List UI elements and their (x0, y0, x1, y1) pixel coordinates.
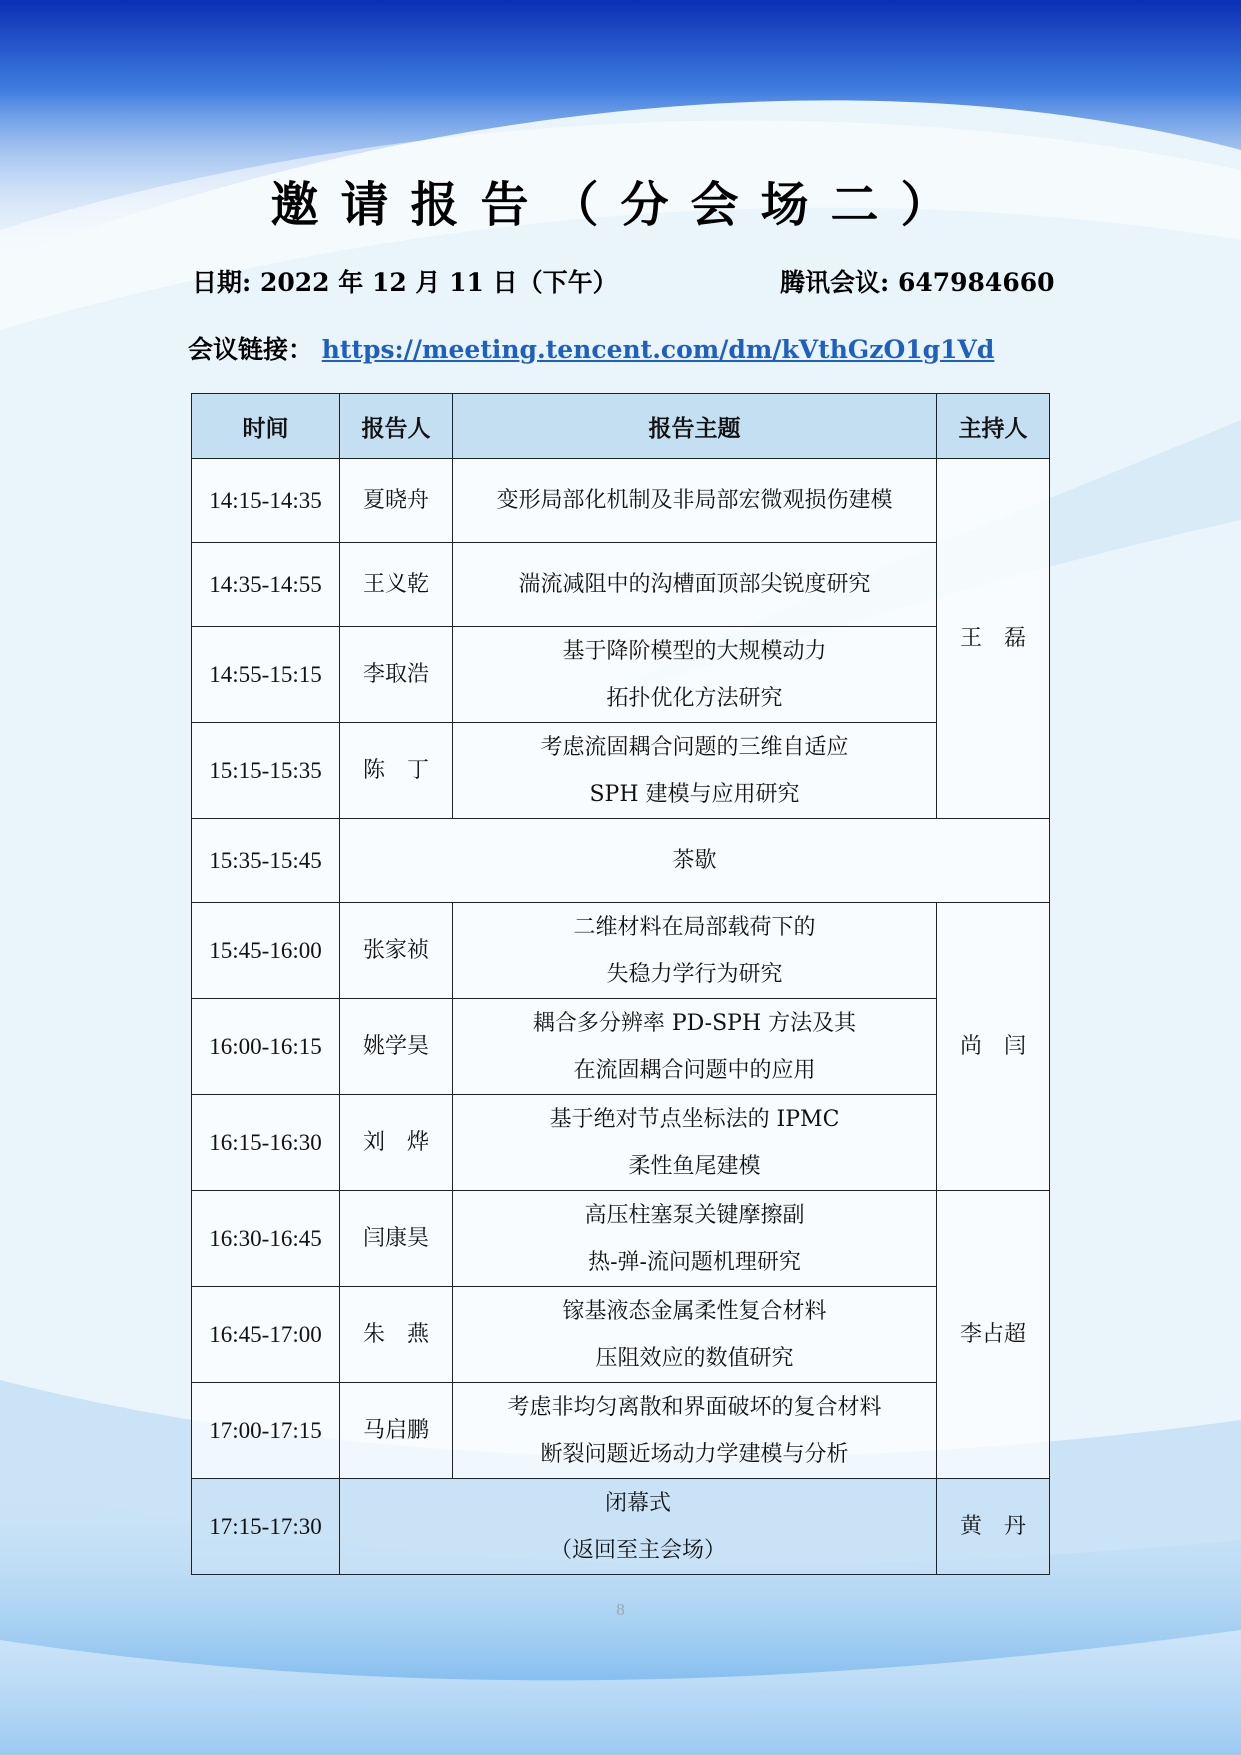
page-title: 邀请报告（分会场二） (270, 177, 971, 233)
meeting-label: 腾讯会议: (780, 268, 890, 297)
topic-cell (453, 1383, 937, 1479)
topic-line: 考虑流固耦合问题的三维自适应 (540, 734, 849, 760)
topic-line: SPH 建模与应用研究 (589, 781, 800, 807)
header-time: 时间 (192, 394, 340, 459)
topic-line: 断裂问题近场动力学建模与分析 (540, 1441, 849, 1467)
topic-line: 柔性鱼尾建模 (628, 1153, 761, 1179)
speaker-cell: 朱 燕 (340, 1287, 453, 1383)
closing-line: （返回至主会场） (549, 1537, 726, 1563)
page-number: 8 (616, 1600, 625, 1619)
table-row (192, 1383, 1050, 1479)
header-host: 主持人 (937, 394, 1050, 459)
host-cell: 黄 丹 (937, 1479, 1050, 1575)
header-speaker: 报告人 (340, 394, 453, 459)
time-cell: 16:30-16:45 (192, 1191, 340, 1287)
date-value: 2022 年 12 月 11 日（下午） (259, 268, 618, 297)
table-row (192, 543, 1050, 627)
break-row (192, 819, 1050, 903)
time-cell: 15:35-15:45 (192, 819, 340, 903)
topic-cell (453, 543, 937, 627)
time-cell: 16:00-16:15 (192, 999, 340, 1095)
topic-line: 考虑非均匀离散和界面破坏的复合材料 (507, 1394, 882, 1420)
topic-line: 镓基液态金属柔性复合材料 (562, 1298, 827, 1324)
topic-cell (453, 1095, 937, 1191)
table-row (192, 459, 1050, 543)
topic-line: 变形局部化机制及非局部宏微观损伤建模 (496, 488, 893, 513)
closing-cell (340, 1479, 937, 1575)
table-row (192, 1287, 1050, 1383)
speaker-cell: 张家祯 (340, 903, 453, 999)
speaker-cell: 陈 丁 (340, 723, 453, 819)
speaker-cell: 李取浩 (340, 627, 453, 723)
time-cell: 14:35-14:55 (192, 543, 340, 627)
time-cell: 14:15-14:35 (192, 459, 340, 543)
time-cell: 16:15-16:30 (192, 1095, 340, 1191)
topic-line: 耦合多分辨率 PD-SPH 方法及其 (532, 1010, 857, 1036)
link-label: 会议链接： (188, 335, 314, 364)
topic-cell (453, 627, 937, 723)
topic-cell (453, 1287, 937, 1383)
table-row (192, 903, 1050, 999)
time-cell: 17:00-17:15 (192, 1383, 340, 1479)
closing-line: 闭幕式 (604, 1490, 671, 1516)
meeting-link[interactable]: https://meeting.tencent.com/dm/kVthGzO1g1Vd (321, 335, 995, 364)
topic-cell (453, 999, 937, 1095)
host-cell: 尚 闫 (937, 903, 1050, 1191)
topic-cell (453, 903, 937, 999)
speaker-cell: 马启鹏 (340, 1383, 453, 1479)
table-row (192, 999, 1050, 1095)
closing-row (192, 1479, 1050, 1575)
table-row (192, 723, 1050, 819)
topic-line: 高压柱塞泵关键摩擦副 (584, 1202, 805, 1228)
topic-cell (453, 459, 937, 543)
topic-line: 在流固耦合问题中的应用 (573, 1057, 816, 1083)
speaker-cell: 王义乾 (340, 543, 453, 627)
time-cell: 15:15-15:35 (192, 723, 340, 819)
time-cell: 16:45-17:00 (192, 1287, 340, 1383)
break-cell: 茶歇 (340, 819, 1050, 903)
topic-cell (453, 723, 937, 819)
topic-line: 失稳力学行为研究 (606, 961, 783, 987)
table-row (192, 627, 1050, 723)
topic-line: 基于降阶模型的大规模动力 (562, 638, 827, 664)
topic-line: 压阻效应的数值研究 (595, 1345, 794, 1371)
time-cell: 14:55-15:15 (192, 627, 340, 723)
topic-line: 二维材料在局部载荷下的 (573, 914, 816, 940)
topic-line: 拓扑优化方法研究 (606, 685, 783, 711)
meeting-id: 647984660 (897, 268, 1055, 297)
topic-line: 热-弹-流问题机理研究 (588, 1249, 801, 1275)
speaker-cell: 姚学昊 (340, 999, 453, 1095)
host-cell: 王 磊 (937, 459, 1050, 819)
host-cell: 李占超 (937, 1191, 1050, 1479)
table-row (192, 1191, 1050, 1287)
schedule-table (191, 393, 1050, 1575)
time-cell: 15:45-16:00 (192, 903, 340, 999)
table-header-row (192, 394, 1050, 459)
date-label: 日期: (192, 268, 252, 297)
topic-line: 湍流减阻中的沟槽面顶部尖锐度研究 (518, 572, 871, 597)
time-cell: 17:15-17:30 (192, 1479, 340, 1575)
speaker-cell: 闫康昊 (340, 1191, 453, 1287)
header-topic: 报告主题 (453, 394, 937, 459)
meeting-link-info (188, 330, 994, 366)
table-row (192, 1095, 1050, 1191)
meeting-info (780, 263, 1055, 299)
speaker-cell: 夏晓舟 (340, 459, 453, 543)
date-info (192, 263, 618, 299)
topic-cell (453, 1191, 937, 1287)
speaker-cell: 刘 烨 (340, 1095, 453, 1191)
topic-line: 基于绝对节点坐标法的 IPMC (549, 1106, 840, 1132)
